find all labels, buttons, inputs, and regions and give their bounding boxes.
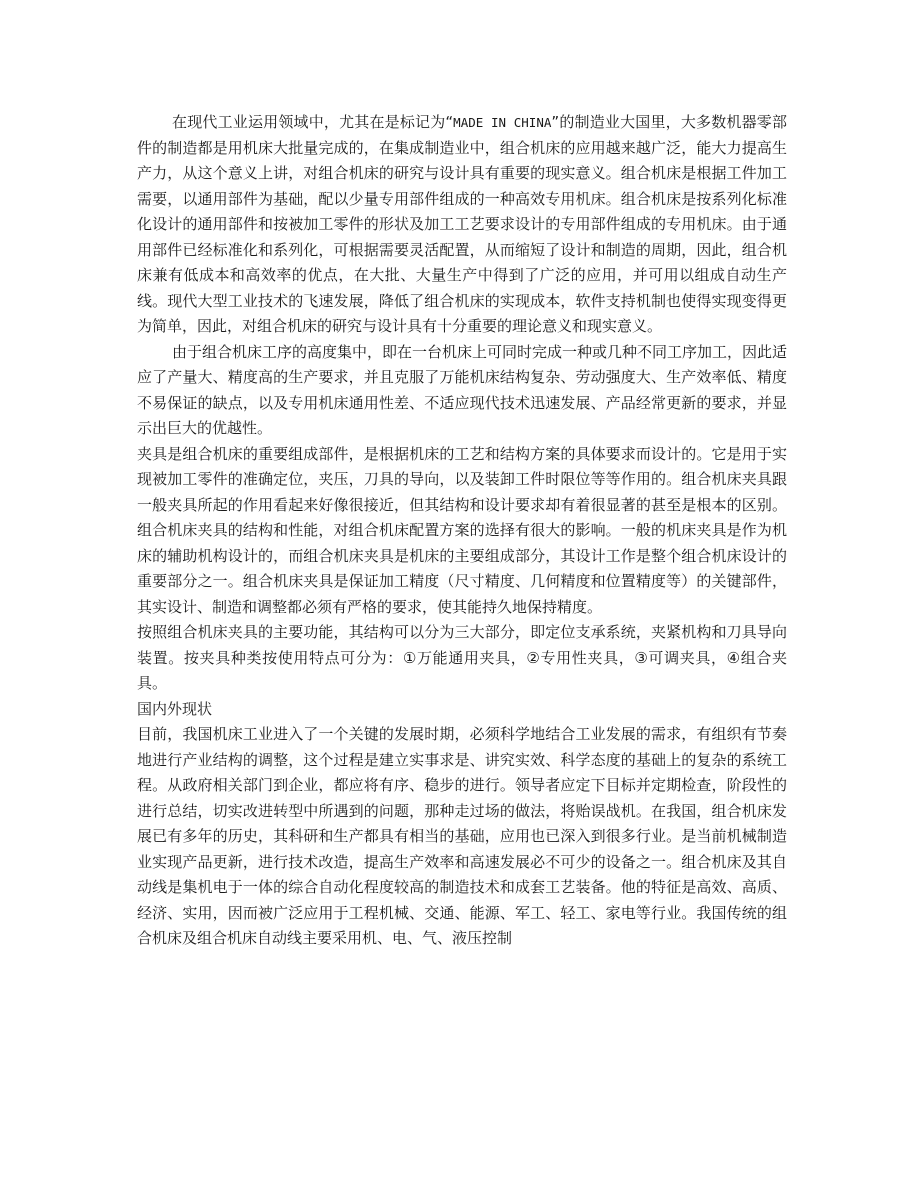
document-body (137, 110, 787, 952)
paragraph-current-status: 目前，我国机床工业进入了一个关键的发展时期，必须科学地结合工业发展的需求，有组织有节奏地进行产业结构的调整，这个过程是建立实事求是、讲究实效、科学态度的基础上的复杂的系统工程。从政府相关部门到企业，都应将有序、稳步的进行。领导者应定下目标并定期检查，阶段性的进行总结，切实改进转型中所遇到的问题，那种走过场的做法，将贻误战机。在我国，组合机床发展已有多年的历史，其科研和生产都具有相当的基础，应用也已深入到很多行业。是当前机械制造业实现产品更新，进行技术改造，提高生产效率和高速发展必不可少的设备之一。组合机床及其自动线是集机电于一体的综合自动化程度较高的制造技术和成套工艺装备。他的特征是高效、高质、经济、实用，因而被广泛应用于工程机械、交通、能源、军工、轻工、家电等行业。我国传统的组合机床及组合机床自动线主要采用机、电、气、液压控制 (137, 725, 787, 947)
intro-text-before-brand: 在现代工业运用领域中，尤其在是标记为“ (172, 113, 454, 131)
made-in-china-brand: MADE IN CHINA (453, 115, 552, 130)
paragraph-fixture-classification: 按照组合机床夹具的主要功能，其结构可以分为三大部分，即定位支承系统，夹紧机构和刀具导向装置。按夹具种类按使用特点可分为：①万能通用夹具，②专用性夹具，③可调夹具，④组合夹具。 (137, 623, 787, 692)
paragraph-process-concentration: 由于组合机床工序的高度集中，即在一台机床上可同时完成一种或几种不同工序加工，因此适应了产量大、精度高的生产要求，并且克服了万能机床结构复杂、劳动强度大、生产效率低、精度不易保证的缺点，以及专用机床通用性差、不适应现代技术迅速发展、产品经常更新的要求，并显示出巨大的优越性。 (137, 342, 788, 437)
section-heading: 国内外现状 (137, 699, 213, 718)
intro-text-after-brand: ”的制造业大国里，大多数机器零部件的制造都是用机床大批量完成的，在集成制造业中，组合机床的应用越来越广泛，能大力提高生产力，从这个意义上讲，对组合机床的研究与设计具有重要的现实意义。组合机床是根据工件加工需要，以通用部件为基础，配以少量专用部件组成的一种高效专用机床。组合机床是按系列化标准化设计的通用部件和按被加工零件的形状及加工工艺要求设计的专用部件组成的专用机床。由于通用部件已经标准化和系列化，可根据需要灵活配置，从而缩短了设计和制造的周期，因此，组合机床兼有低成本和高效率的优点，在大批、大量生产中得到了广泛的应用，并可用以组成自动生产线。现代大型工业技术的飞速发展，降低了组合机床的实现成本，软件支持机制也使得实现变得更为简单，因此，对组合机床的研究与设计具有十分重要的理论意义和现实意义。 (137, 113, 787, 335)
paragraph-intro (137, 110, 787, 340)
paragraph-fixture-role: 夹具是组合机床的重要组成部件，是根据机床的工艺和结构方案的具体要求而设计的。它是用于实现被加工零件的准确定位，夹压，刀具的导向，以及装卸工件时限位等等作用的。组合机床夹具跟一般夹具所起的作用看起来好像很接近，但其结构和设计要求却有着很显著的甚至是根本的区别。组合机床夹具的结构和性能，对组合机床配置方案的选择有很大的影响。一般的机床夹具是作为机床的辅助机构设计的，而组合机床夹具是机床的主要组成部分，其设计工作是整个组合机床设计的重要部分之一。组合机床夹具是保证加工精度（尺寸精度、几何精度和位置精度等）的关键部件，其实设计、制造和调整都必须有严格的要求，使其能持久地保持精度。 (137, 444, 787, 616)
